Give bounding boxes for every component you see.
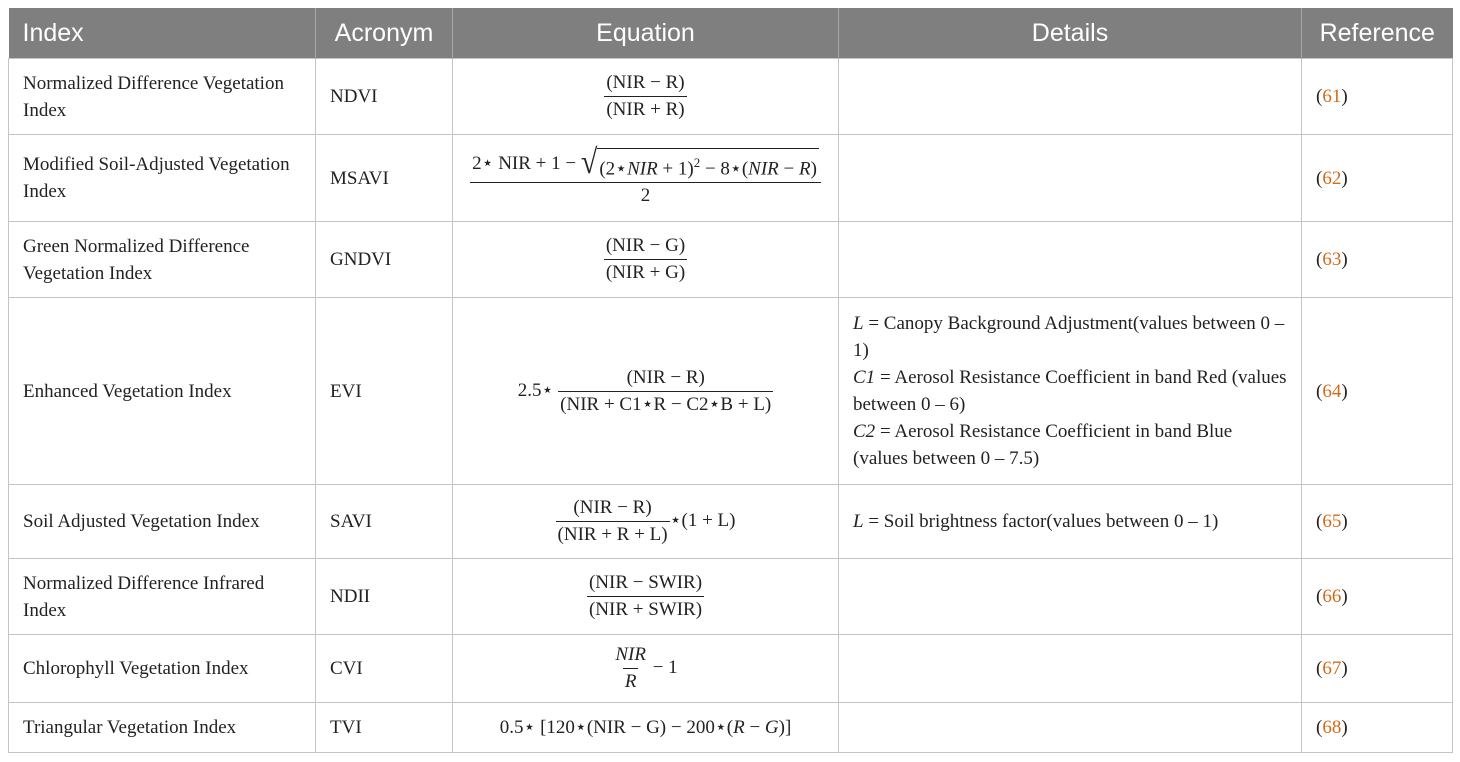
equation: $\frac{\text{(NIR − R)}}{\text{(NIR + R + L)}}$ ⋆(1 + L) (453, 485, 839, 559)
details (839, 703, 1302, 753)
index-name: Chlorophyll Vegetation Index (9, 635, 316, 703)
reference-link[interactable]: 62 (1322, 167, 1342, 189)
table-row (9, 59, 1453, 135)
reference-link[interactable]: 68 (1322, 717, 1342, 738)
acronym: EVI (316, 298, 453, 485)
reference-link[interactable]: 63 (1322, 249, 1342, 270)
fraction (470, 143, 821, 208)
header-acronym: Acronym (316, 8, 453, 59)
acronym: SAVI (316, 485, 453, 559)
details (839, 135, 1302, 222)
numerator: (NIR − R) (626, 366, 705, 388)
detail-line: L = Soil brightness factor(values between 0 – 1) (853, 511, 1219, 532)
header-equation: Equation (453, 8, 839, 59)
table-row (9, 635, 1453, 703)
denominator: (NIR + R) (604, 96, 686, 122)
header-reference: Reference (1302, 8, 1453, 59)
detail-line: C1 = Aerosol Resistance Coefficient in band Red (values between 0 – 6) (853, 367, 1287, 415)
fraction (556, 496, 670, 547)
reference: (68) (1302, 703, 1453, 753)
numerator: (NIR − R) (606, 72, 685, 93)
index-name: Soil Adjusted Vegetation Index (9, 485, 316, 559)
numerator: 2⋆ NIR + 1 − √ (2⋆NIR + 1)$^2$ − 8⋆(NIR − R) (470, 148, 821, 182)
acronym: MSAVI (316, 135, 453, 222)
equation: 2.5⋆ $\frac{\text{(NIR − R)}}{\text{(NIR + C1⋆R − C2⋆B + L)}}$ (453, 298, 839, 485)
reference-link[interactable]: 67 (1322, 658, 1342, 679)
denominator: (NIR + R + L) (556, 521, 670, 547)
fraction (587, 571, 704, 622)
reference-link[interactable]: 61 (1322, 86, 1342, 107)
reference-link[interactable]: 66 (1322, 586, 1342, 607)
acronym: NDVI (316, 59, 453, 135)
numerator: NIR (615, 644, 646, 665)
details (839, 298, 1302, 485)
fraction (558, 366, 773, 417)
denominator: 2 (470, 182, 821, 208)
equation (453, 135, 839, 222)
index-name: Green Normalized Difference Vegetation Index (9, 222, 316, 298)
table-row (9, 135, 1453, 222)
equation: $\frac{\text{NIR}}{R}$ − 1 (453, 635, 839, 703)
vegetation-index-table (8, 8, 1452, 753)
table-row (9, 222, 1453, 298)
details (839, 59, 1302, 135)
fraction (604, 71, 686, 122)
detail-line: C2 = Aerosol Resistance Coefficient in band Blue (values between 0 – 7.5) (853, 421, 1233, 469)
index-name: Enhanced Vegetation Index (9, 298, 316, 485)
header-details: Details (839, 8, 1302, 59)
reference-link[interactable]: 65 (1322, 511, 1342, 532)
index-name: Normalized Difference Infrared Index (9, 559, 316, 635)
radical-sign-icon: √ (580, 143, 598, 181)
index-name: Normalized Difference Vegetation Index (9, 59, 316, 135)
detail-line: L = Canopy Background Adjustment(values between 0 – 1) (853, 313, 1285, 361)
acronym: NDII (316, 559, 453, 635)
denominator: (NIR + C1⋆R − C2⋆B + L) (558, 391, 773, 417)
reference: (66) (1302, 559, 1453, 635)
denominator: (NIR + G) (604, 259, 687, 285)
reference-link[interactable]: 64 (1322, 380, 1342, 402)
equation (453, 559, 839, 635)
details (839, 222, 1302, 298)
reference: (65) (1302, 485, 1453, 559)
table-row (9, 559, 1453, 635)
reference: (67) (1302, 635, 1453, 703)
fraction (613, 643, 648, 694)
reference: (62) (1302, 135, 1453, 222)
table-row (9, 298, 1453, 485)
equation: 0.5⋆ [120⋆(NIR − G) − 200⋆(R − G)] (453, 703, 839, 753)
numerator: (NIR − SWIR) (588, 572, 703, 593)
square-root: √ (2⋆NIR + 1)$^2$ − 8⋆(NIR − R) (581, 148, 819, 181)
denominator: (NIR + SWIR) (587, 596, 704, 622)
header-index: Index (9, 8, 316, 59)
reference: (63) (1302, 222, 1453, 298)
fraction (604, 234, 687, 285)
acronym: CVI (316, 635, 453, 703)
header-row (9, 8, 1453, 59)
numerator: (NIR − R) (573, 497, 652, 518)
table-row (9, 703, 1453, 753)
equation (453, 59, 839, 135)
details (839, 559, 1302, 635)
details (839, 485, 1302, 559)
index-name: Modified Soil-Adjusted Vegetation Index (9, 135, 316, 222)
denominator: R (623, 668, 639, 694)
numerator: (NIR − G) (605, 235, 686, 256)
reference: (61) (1302, 59, 1453, 135)
acronym: TVI (316, 703, 453, 753)
index-name: Triangular Vegetation Index (9, 703, 316, 753)
acronym: GNDVI (316, 222, 453, 298)
details (839, 635, 1302, 703)
reference: (64) (1302, 298, 1453, 485)
table-row (9, 485, 1453, 559)
equation (453, 222, 839, 298)
